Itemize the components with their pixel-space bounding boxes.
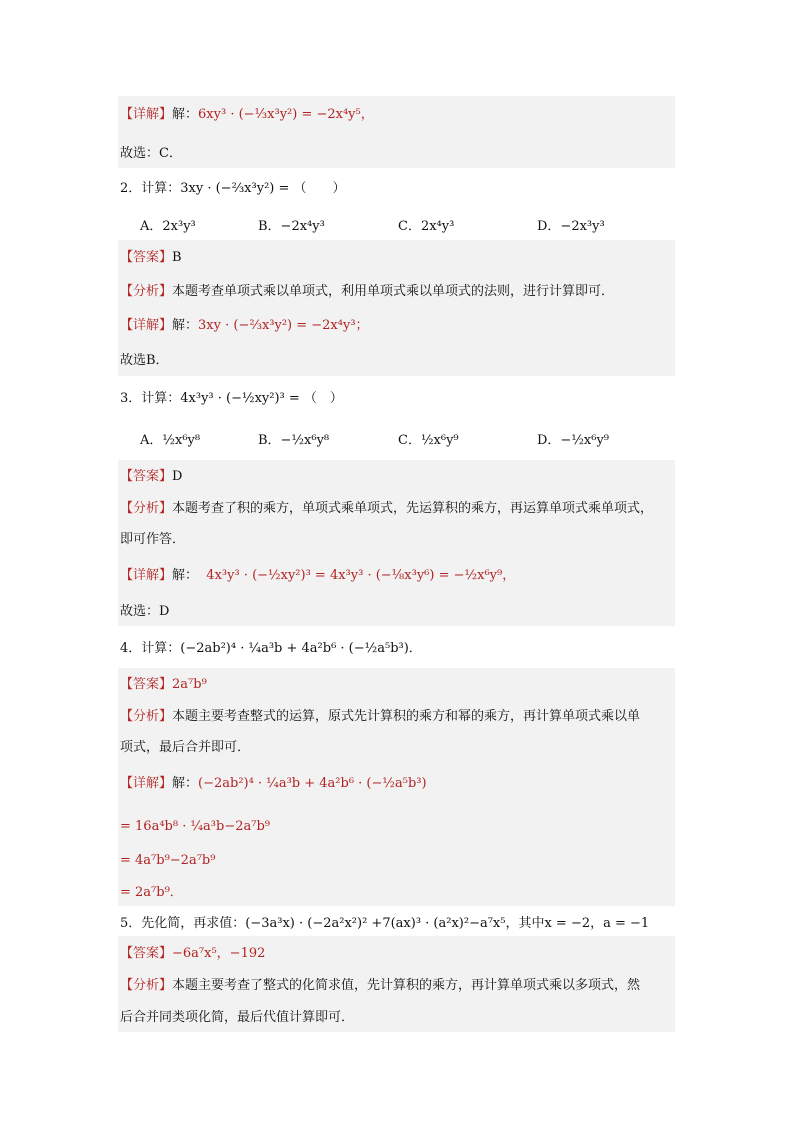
option-b: B．−½x⁶y⁸ — [258, 433, 330, 448]
analysis-tag: 【分析】 — [120, 978, 173, 993]
detail-prefix: 解： — [172, 568, 199, 583]
answer-value: −6a⁷x⁵，−192 — [172, 946, 266, 961]
detail-math: = 16a⁴b⁸ · ¼a³b−2a⁷b⁹ — [120, 819, 271, 834]
detail-prefix: 解： — [172, 318, 199, 333]
question-text: 5．先化简，再求值：(−3a³x) · (−2a²x²)² +7(ax)³ · (a²x)²−a⁷x⁵，其中x = −2，a = −1 — [120, 916, 650, 931]
question-text: 3．计算：4x³y³ · (−½xy²)³ = （ ） — [120, 391, 343, 406]
analysis-line-4 — [120, 708, 640, 726]
detail-math: 3xy · (−⅔x³y²) = −2x⁴y³； — [198, 318, 369, 333]
choice-text: 故选B． — [120, 353, 169, 368]
option-d: D．−½x⁶y⁹ — [537, 433, 610, 448]
detail-step-2 — [120, 852, 215, 870]
question-4 — [120, 640, 422, 658]
analysis-tag: 【分析】 — [120, 501, 173, 516]
analysis-tag: 【分析】 — [120, 284, 173, 299]
analysis-line-5 — [120, 977, 640, 995]
analysis-text: 项式，最后合并即可． — [120, 740, 251, 755]
answer-value: D — [172, 469, 183, 484]
detail-step-1 — [120, 818, 270, 836]
analysis-cont-4 — [120, 739, 250, 757]
answer-line-2 — [120, 249, 182, 267]
choice-text: 故选：D — [120, 604, 170, 619]
analysis-cont-5 — [120, 1009, 354, 1027]
solution-shade-3 — [118, 460, 675, 626]
detail-tag: 【详解】 — [120, 776, 173, 791]
analysis-text: 后合并同类项化简，最后代值计算即可． — [120, 1010, 355, 1025]
detail-line-1 — [120, 106, 374, 124]
analysis-tag: 【分析】 — [120, 709, 173, 724]
analysis-text: 本题主要考查了整式的化简求值，先计算积的乘方，再计算单项式乘以多项式，然 — [172, 978, 641, 993]
answer-line-5 — [120, 945, 265, 963]
answer-tag: 【答案】 — [120, 250, 173, 265]
detail-math: = 4a⁷b⁹−2a⁷b⁹ — [120, 853, 216, 868]
answer-value: 2a⁷b⁹ — [172, 677, 207, 692]
answer-value: B — [172, 250, 182, 265]
detail-step-3 — [120, 884, 183, 902]
detail-prefix: 解： — [172, 776, 199, 791]
detail-math: (−2ab²)⁴ · ¼a³b + 4a²b⁶ · (−½a⁵b³) — [198, 776, 427, 791]
answer-tag: 【答案】 — [120, 946, 173, 961]
detail-prefix: 解： — [172, 107, 199, 122]
detail-line-2 — [120, 317, 369, 335]
analysis-text: 本题考查单项式乘以单项式，利用单项式乘以单项式的法则，进行计算即可． — [172, 284, 615, 299]
option-c: C．2x⁴y³ — [398, 219, 455, 234]
detail-math: 4x³y³ · (−½xy²)³ = 4x³y³ · (−⅛x³y⁶) = −½x⁶y⁹， — [206, 568, 516, 583]
analysis-text: 本题主要考查整式的运算，原式先计算积的乘方和幂的乘方，再计算单项式乘以单 — [172, 709, 641, 724]
option-c: C．½x⁶y⁹ — [398, 433, 459, 448]
analysis-text: 本题考查了积的乘方，单项式乘单项式，先运算积的乘方，再运算单项式乘单项式， — [172, 501, 654, 516]
detail-math: = 2a⁷b⁹． — [120, 885, 183, 900]
solution-shade-2 — [118, 240, 675, 376]
choice-text: 故选：C． — [120, 146, 182, 161]
analysis-line-3 — [120, 500, 653, 518]
detail-math: 6xy³ · (−⅓x³y²) = −2x⁴y⁵， — [198, 107, 374, 122]
answer-line-3 — [120, 468, 182, 486]
question-text: 2．计算：3xy · (−⅔x³y²) = （ ） — [120, 181, 346, 196]
question-text: 4．计算：(−2ab²)⁴ · ¼a³b + 4a²b⁶ · (−½a⁵b³)． — [120, 641, 422, 656]
choice-line-2 — [120, 352, 169, 370]
option-a: A．½x⁶y⁸ — [140, 433, 201, 448]
analysis-text: 即可作答． — [120, 532, 186, 547]
detail-tag: 【详解】 — [120, 318, 173, 333]
answer-tag: 【答案】 — [120, 677, 173, 692]
analysis-cont-3 — [120, 531, 185, 549]
question-2 — [120, 180, 346, 198]
answer-tag: 【答案】 — [120, 469, 173, 484]
question-3 — [120, 390, 343, 408]
option-a: A．2x³y³ — [140, 219, 196, 234]
detail-tag: 【详解】 — [120, 107, 173, 122]
question-5 — [120, 915, 649, 933]
detail-tag: 【详解】 — [120, 568, 173, 583]
choice-line-1 — [120, 145, 182, 163]
analysis-line-2 — [120, 283, 614, 301]
detail-line-3 — [120, 567, 515, 585]
option-b: B．−2x⁴y³ — [258, 219, 325, 234]
detail-line-4 — [120, 775, 427, 793]
choice-line-3 — [120, 603, 169, 621]
answer-line-4 — [120, 676, 207, 694]
option-d: D．−2x³y³ — [537, 219, 605, 234]
